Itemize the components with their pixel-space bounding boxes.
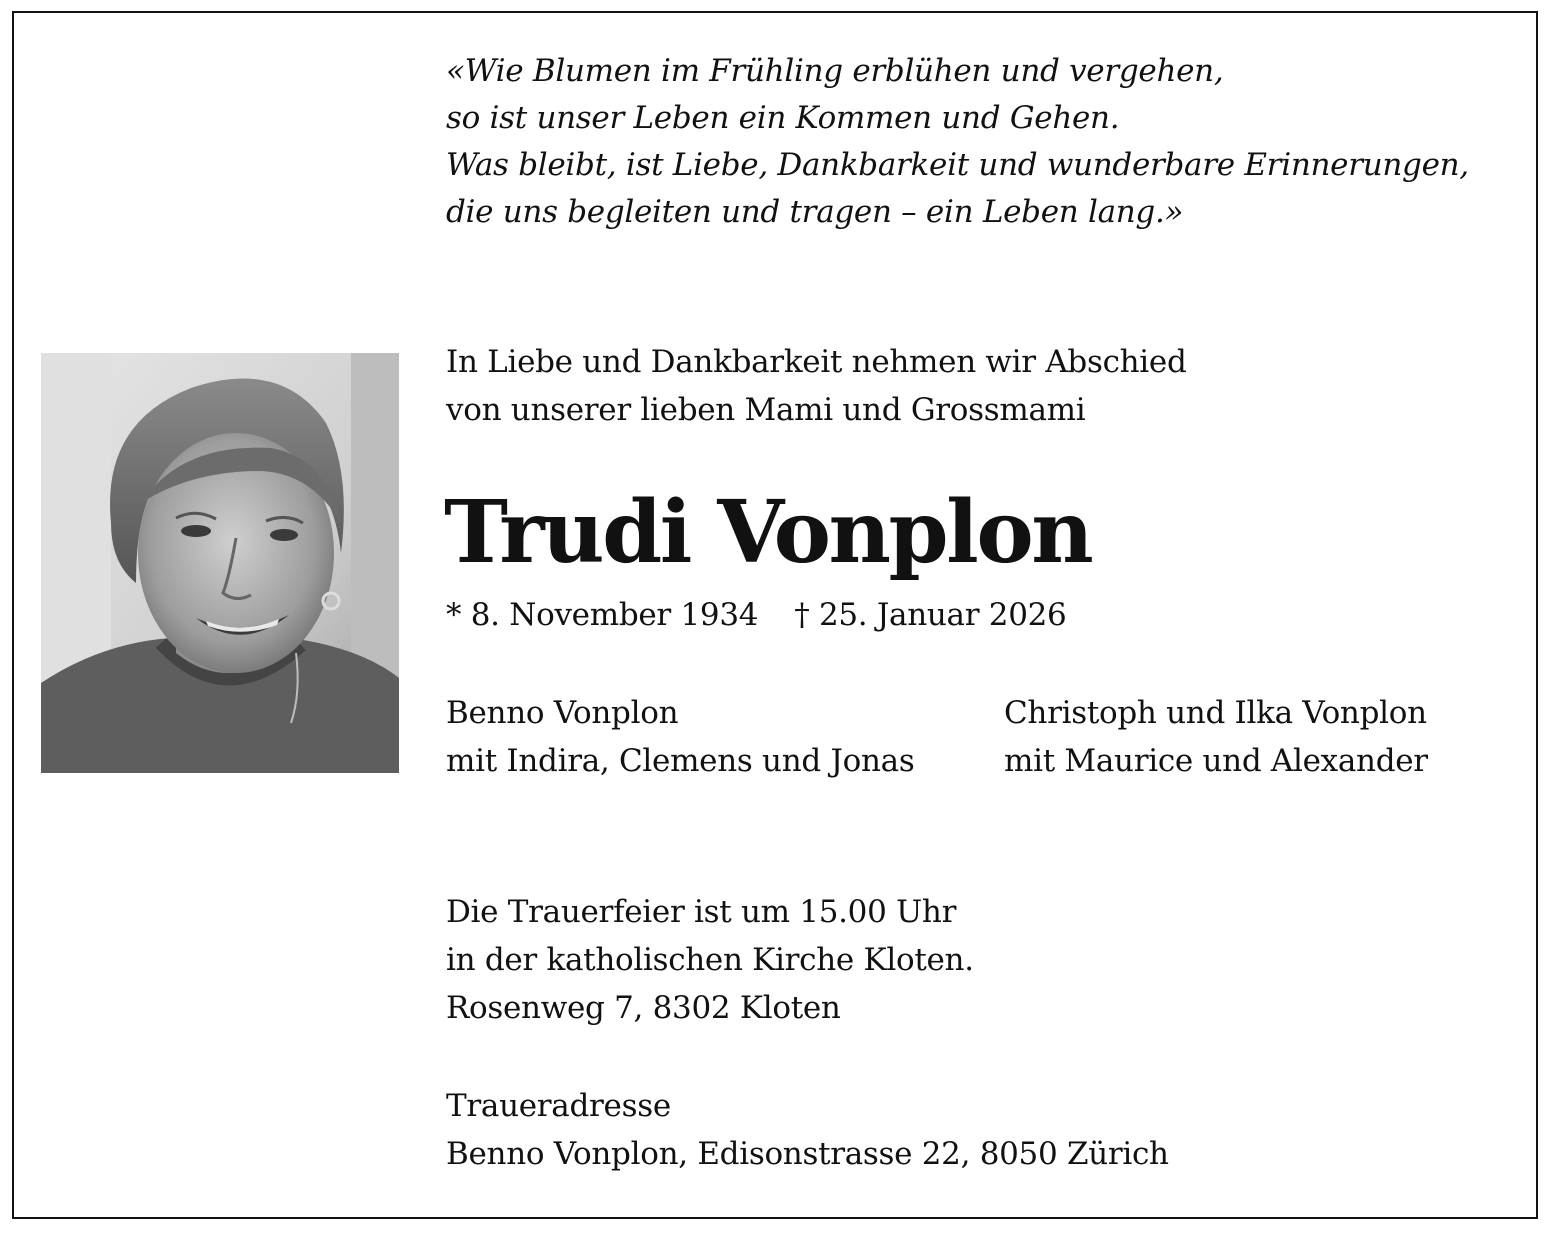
death-date: † 25. Januar 2026 [794, 597, 1067, 633]
quote-line: so ist unser Leben ein Kommen und Gehen. [446, 100, 1120, 136]
quote-line: «Wie Blumen im Frühling erblühen und vergehen, [446, 53, 1224, 89]
quote-line: die uns begleiten und tragen – ein Leben lang.» [446, 194, 1184, 230]
family-line: Benno Vonplon [446, 695, 679, 731]
farewell-intro [446, 338, 1187, 434]
family-group-right [1004, 689, 1428, 785]
family-line: mit Maurice und Alexander [1004, 743, 1428, 779]
service-line: Rosenweg 7, 8302 Kloten [446, 990, 841, 1026]
mourning-address-label: Traueradresse [446, 1088, 671, 1124]
intro-line: von unserer lieben Mami und Grossmami [446, 392, 1086, 428]
mourning-address [446, 1082, 1169, 1178]
family-line: Christoph und Ilka Vonplon [1004, 695, 1427, 731]
service-line: Die Trauerfeier ist um 15.00 Uhr [446, 894, 957, 930]
birth-date: * 8. November 1934 [446, 597, 759, 633]
portrait-photo [41, 353, 399, 773]
intro-line: In Liebe und Dankbarkeit nehmen wir Abschied [446, 344, 1187, 380]
memorial-quote [446, 48, 1469, 236]
deceased-name: Trudi Vonplon [444, 482, 1092, 583]
mourning-address-value: Benno Vonplon, Edisonstrasse 22, 8050 Zürich [446, 1136, 1169, 1172]
family-group-left [446, 689, 914, 785]
funeral-service-info [446, 888, 974, 1032]
quote-line: Was bleibt, ist Liebe, Dankbarkeit und wunderbare Erinnerungen, [446, 147, 1469, 183]
family-line: mit Indira, Clemens und Jonas [446, 743, 915, 779]
service-line: in der katholischen Kirche Kloten. [446, 942, 974, 978]
life-dates [446, 593, 1066, 637]
